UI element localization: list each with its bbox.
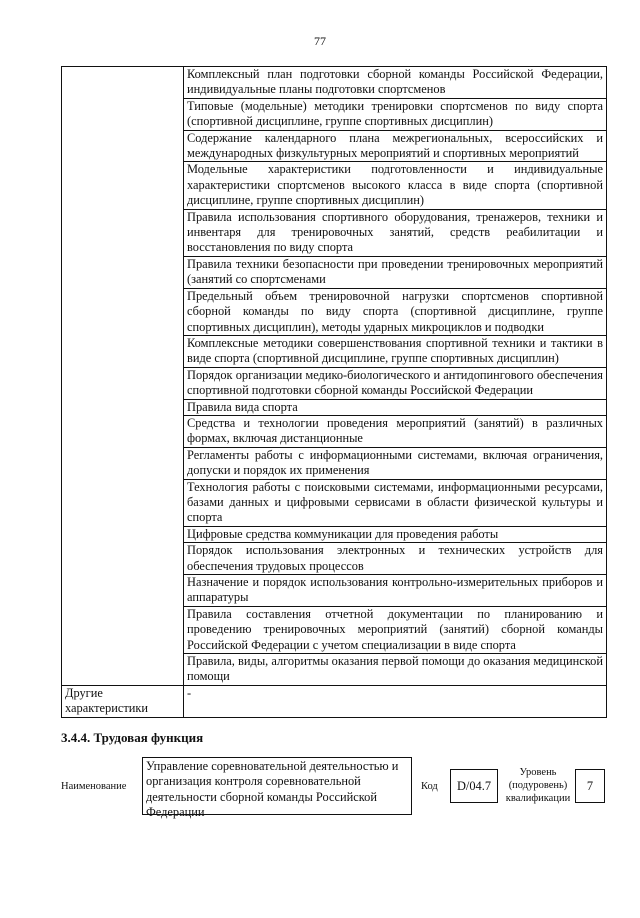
knowledge-item: Правила вида спорта xyxy=(184,399,607,415)
knowledge-item: Комплексные методики совершенствования спортивной техники и тактики в виде спорта (спортивной дисциплине, группе спортивных дисциплин) xyxy=(184,335,607,367)
name-label: Наименование xyxy=(61,781,127,792)
labor-function-row xyxy=(61,757,606,819)
knowledge-table-body xyxy=(62,67,607,718)
other-characteristics-value: - xyxy=(184,685,607,717)
knowledge-item: Модельные характеристики подготовленности и индивидуальные характеристики спортсменов высокого класса в виде спорта (спортивной дисциплине, группе спортивных дисциплин) xyxy=(184,162,607,209)
knowledge-item: Порядок организации медико-биологического и антидопингового обеспечения спортивной подготовки сборной команды Российской Федерации xyxy=(184,367,607,399)
knowledge-item: Содержание календарного плана межрегиональных, всероссийских и международных физкультурных мероприятий и спортивных мероприятий xyxy=(184,130,607,162)
knowledge-item: Правила, виды, алгоритмы оказания первой помощи до оказания медицинской помощи xyxy=(184,654,607,686)
knowledge-item: Правила техники безопасности при проведении тренировочных мероприятий (занятий со спортсменами xyxy=(184,256,607,288)
other-characteristics-row xyxy=(62,685,607,717)
knowledge-item: Правила использования спортивного оборудования, тренажеров, техники и инвентаря для тренировочных занятий, средств реабилитации и восстановления по виду спорта xyxy=(184,209,607,256)
level-value: 7 xyxy=(575,769,605,803)
knowledge-row xyxy=(62,67,607,99)
knowledge-item: Порядок использования электронных и технических устройств для обеспечения трудовых процессов xyxy=(184,543,607,575)
knowledge-item: Типовые (модельные) методики тренировки спортсменов по виду спорта (спортивной дисциплине, группе спортивных дисциплин) xyxy=(184,98,607,130)
knowledge-table xyxy=(61,66,607,718)
knowledge-item: Средства и технологии проведения мероприятий (занятий) в различных формах, включая дистанционные xyxy=(184,415,607,447)
knowledge-item: Цифровые средства коммуникации для проведения работы xyxy=(184,526,607,542)
page-number: 77 xyxy=(314,34,326,48)
knowledge-item: Предельный объем тренировочной нагрузки спортсменов спортивной сборной команды по виду спорта (спортивной дисциплине, группе спортивных дисциплин), методы ударных микроциклов и подводки xyxy=(184,288,607,335)
knowledge-item: Правила составления отчетной документации по планированию и проведению тренировочных мероприятий (занятий) сборной команды Российской Федерации с учетом специализации в виде спорта xyxy=(184,606,607,653)
code-label: Код xyxy=(421,781,438,792)
labor-function-heading: 3.4.4. Трудовая функция xyxy=(61,730,204,745)
level-label: Уровень (подуровень) квалификации xyxy=(505,767,571,804)
name-value: Управление соревновательной деятельностью и организация контроля соревновательной деятельности сборной команды Российской Федерации xyxy=(142,757,412,815)
knowledge-item: Регламенты работы с информационными системами, включая ограничения, допуски и порядок их применения xyxy=(184,447,607,479)
code-value: D/04.7 xyxy=(450,769,498,803)
knowledge-item: Комплексный план подготовки сборной команды Российской Федерации, индивидуальные планы подготовки спортсменов xyxy=(184,67,607,99)
other-characteristics-label: Другие характеристики xyxy=(62,685,184,717)
knowledge-item: Технология работы с поисковыми системами, информационными ресурсами, базами данных и цифровыми сервисами в области физической культуры и спорта xyxy=(184,479,607,526)
knowledge-label-cell xyxy=(62,67,184,686)
knowledge-item: Назначение и порядок использования контрольно-измерительных приборов и аппаратуры xyxy=(184,575,607,607)
